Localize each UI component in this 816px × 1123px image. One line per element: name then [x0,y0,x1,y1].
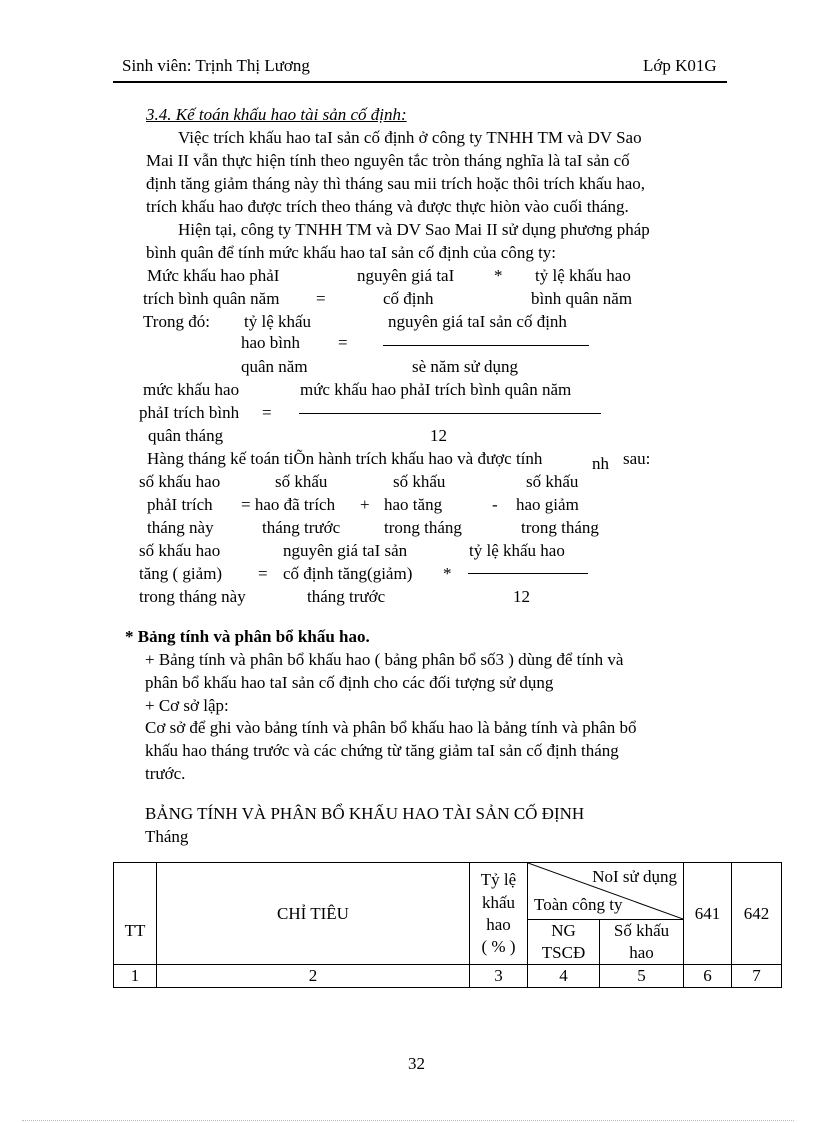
para3-nh: nh [592,454,609,473]
para3-text: Hàng tháng kế toán tiÕn hành trích khấu hao và được tính [147,449,543,468]
formula4-text: tháng trước [262,518,341,537]
formula1-text: trích bình quân năm [143,289,280,308]
header-class: Lớp K01G [643,56,717,75]
para1-line: trích khấu hao được trích theo tháng và được thực hiòn vào cuối tháng. [146,197,629,216]
col-so-khau-hao-header [600,920,684,965]
formula4-text: số khấu [393,472,446,491]
formula1-text: tỷ lệ khấu hao [535,266,631,285]
formula1-operator: * [494,266,503,285]
col-tyle-header [470,863,528,965]
formula4-text: phảI trích [147,495,213,514]
formula4-text: = hao đã trích [241,495,336,514]
formula1-operator: = [316,289,326,308]
formula1-text: bình quân năm [531,289,633,308]
formula2-operator: = [338,333,348,352]
page-bottom-border [22,1120,794,1121]
formula5-operator: = [258,564,268,583]
formula3-text: mức khấu hao [143,380,240,399]
row-num-cell: 5 [600,965,684,988]
section2-line: khấu hao tháng trước và các chứng từ tăng giảm taI sản cố định tháng [145,741,619,760]
formula2-label: Trong đó: [143,312,210,331]
section2-line: + Bảng tính và phân bổ khấu hao ( bảng phân bổ số3 ) dùng để tính và [145,650,624,669]
formula5-text: tăng ( giảm) [139,564,223,583]
row-num-cell: 4 [528,965,600,988]
row-num-cell: 6 [684,965,732,988]
formula4-operator: + [360,495,370,514]
section2-line: phân bổ khấu hao taI sản cố định cho các đối tượng sử dụng [145,673,554,692]
formula4-text: số khấu [526,472,579,491]
formula4-text: trong tháng [521,518,599,537]
ng-line: NG [551,921,576,940]
formula5-text: cố định tăng(giảm) [283,564,413,583]
formula1-text: nguyên giá taI [357,266,455,285]
page-number: 32 [408,1054,425,1073]
col-noi-su-dung-header [528,863,684,920]
formula5-text: tháng trước [307,587,386,606]
row-num-cell: 7 [732,965,782,988]
section2-title: * Bảng tính và phân bổ khấu hao. [125,627,370,646]
formula5-text: số khấu hao [139,541,221,560]
formula2-denominator: sè năm sử dụng [412,357,519,376]
formula5-denominator: 12 [513,587,530,606]
formula3-text: quân tháng [148,426,224,445]
sokh-line: Số khấu [613,921,670,940]
formula5-numerator: tỷ lệ khấu hao [469,541,565,560]
formula4-text: số khấu hao [139,472,221,491]
sokh-line: hao [629,943,654,963]
formula4-operator: - [492,495,498,514]
formula1-text: cố định [383,289,434,308]
para2-line: Hiện tại, công ty TNHH TM và DV Sao Mai II sử dụng phương pháp [178,220,650,239]
tyle-line: ( % ) [481,936,516,956]
tyle-line: Tỷ lệ [480,870,517,890]
section2-line: + Cơ sở lập: [145,696,229,715]
para1-line: Việc trích khấu hao taI sản cố định ở công ty TNHH TM và DV Sao [178,128,642,147]
col-642-header: 642 [732,863,782,965]
formula4-text: tháng này [147,518,214,537]
formula5-fraction-bar [468,573,588,574]
tyle-line: khấu [481,892,516,912]
formula5-text: trong tháng này [139,587,246,606]
header-rule [113,81,727,83]
row-num-cell: 3 [470,965,528,988]
para1-line: Mai II vẫn thực hiện tính theo nguyên tắc tròn tháng nghĩa là taI sản cố [146,151,630,170]
formula2-text: tỷ lệ khấu [244,312,312,331]
col-ng-tscd-header [528,920,600,965]
formula3-text: phảI trích bình [139,403,240,422]
formula4-text: số khấu [275,472,328,491]
formula2-fraction-bar [383,345,589,346]
formula4-text: hao tăng [384,495,443,514]
tyle-line: hao [486,914,511,934]
header-student: Sinh viên: Trịnh Thị Lương [122,56,310,75]
formula5-text: nguyên giá taI sản [283,541,408,560]
depreciation-table [113,862,782,988]
section2-line: Cơ sở để ghi vào bảng tính và phân bổ khấu hao là bảng tính và phân bổ [145,718,637,737]
row-num-cell: 1 [114,965,157,988]
formula3-denominator: 12 [430,426,447,445]
table-title: BẢNG TÍNH VÀ PHÂN BỔ KHẤU HAO TÀI SẢN CỐ ĐỊNH [145,804,585,823]
formula2-text: hao bình [241,333,301,352]
para2-line: bình quân để tính mức khấu hao taI sản cố định của công ty: [146,243,557,262]
formula4-text: hao giảm [516,495,579,514]
formula5-operator: * [443,564,452,583]
table-header-row [114,863,782,920]
row-num-cell: 2 [157,965,470,988]
toan-cong-ty-label: Toàn công ty [534,894,623,914]
formula3-numerator: mức khấu hao phảI trích bình quân năm [300,380,572,399]
para1-line: định tăng giảm tháng này thì tháng sau mii trích hoặc thôi trích khấu hao, [146,174,646,193]
formula2-numerator: nguyên giá taI sản cố định [388,312,567,331]
col-641-header: 641 [684,863,732,965]
col-chitieu-header: CHỈ TIÊU [157,863,470,965]
section-title: 3.4. Kế toán khấu hao tài sản cố định: [146,105,407,124]
col-tt-header: TT [114,863,157,965]
formula2-text: quân năm [241,357,308,376]
section2-line: trước. [145,764,186,783]
noi-su-dung-label: NoI sử dụng [592,867,677,886]
table-row [114,965,782,988]
para3-sau: sau: [623,449,651,468]
formula3-operator: = [262,403,272,422]
table-month-label: Tháng [145,827,189,846]
formula1-text: Mức khấu hao phảI [147,266,280,285]
ng-line: TSCĐ [541,943,586,963]
formula3-fraction-bar [299,413,601,414]
formula4-text: trong tháng [384,518,462,537]
